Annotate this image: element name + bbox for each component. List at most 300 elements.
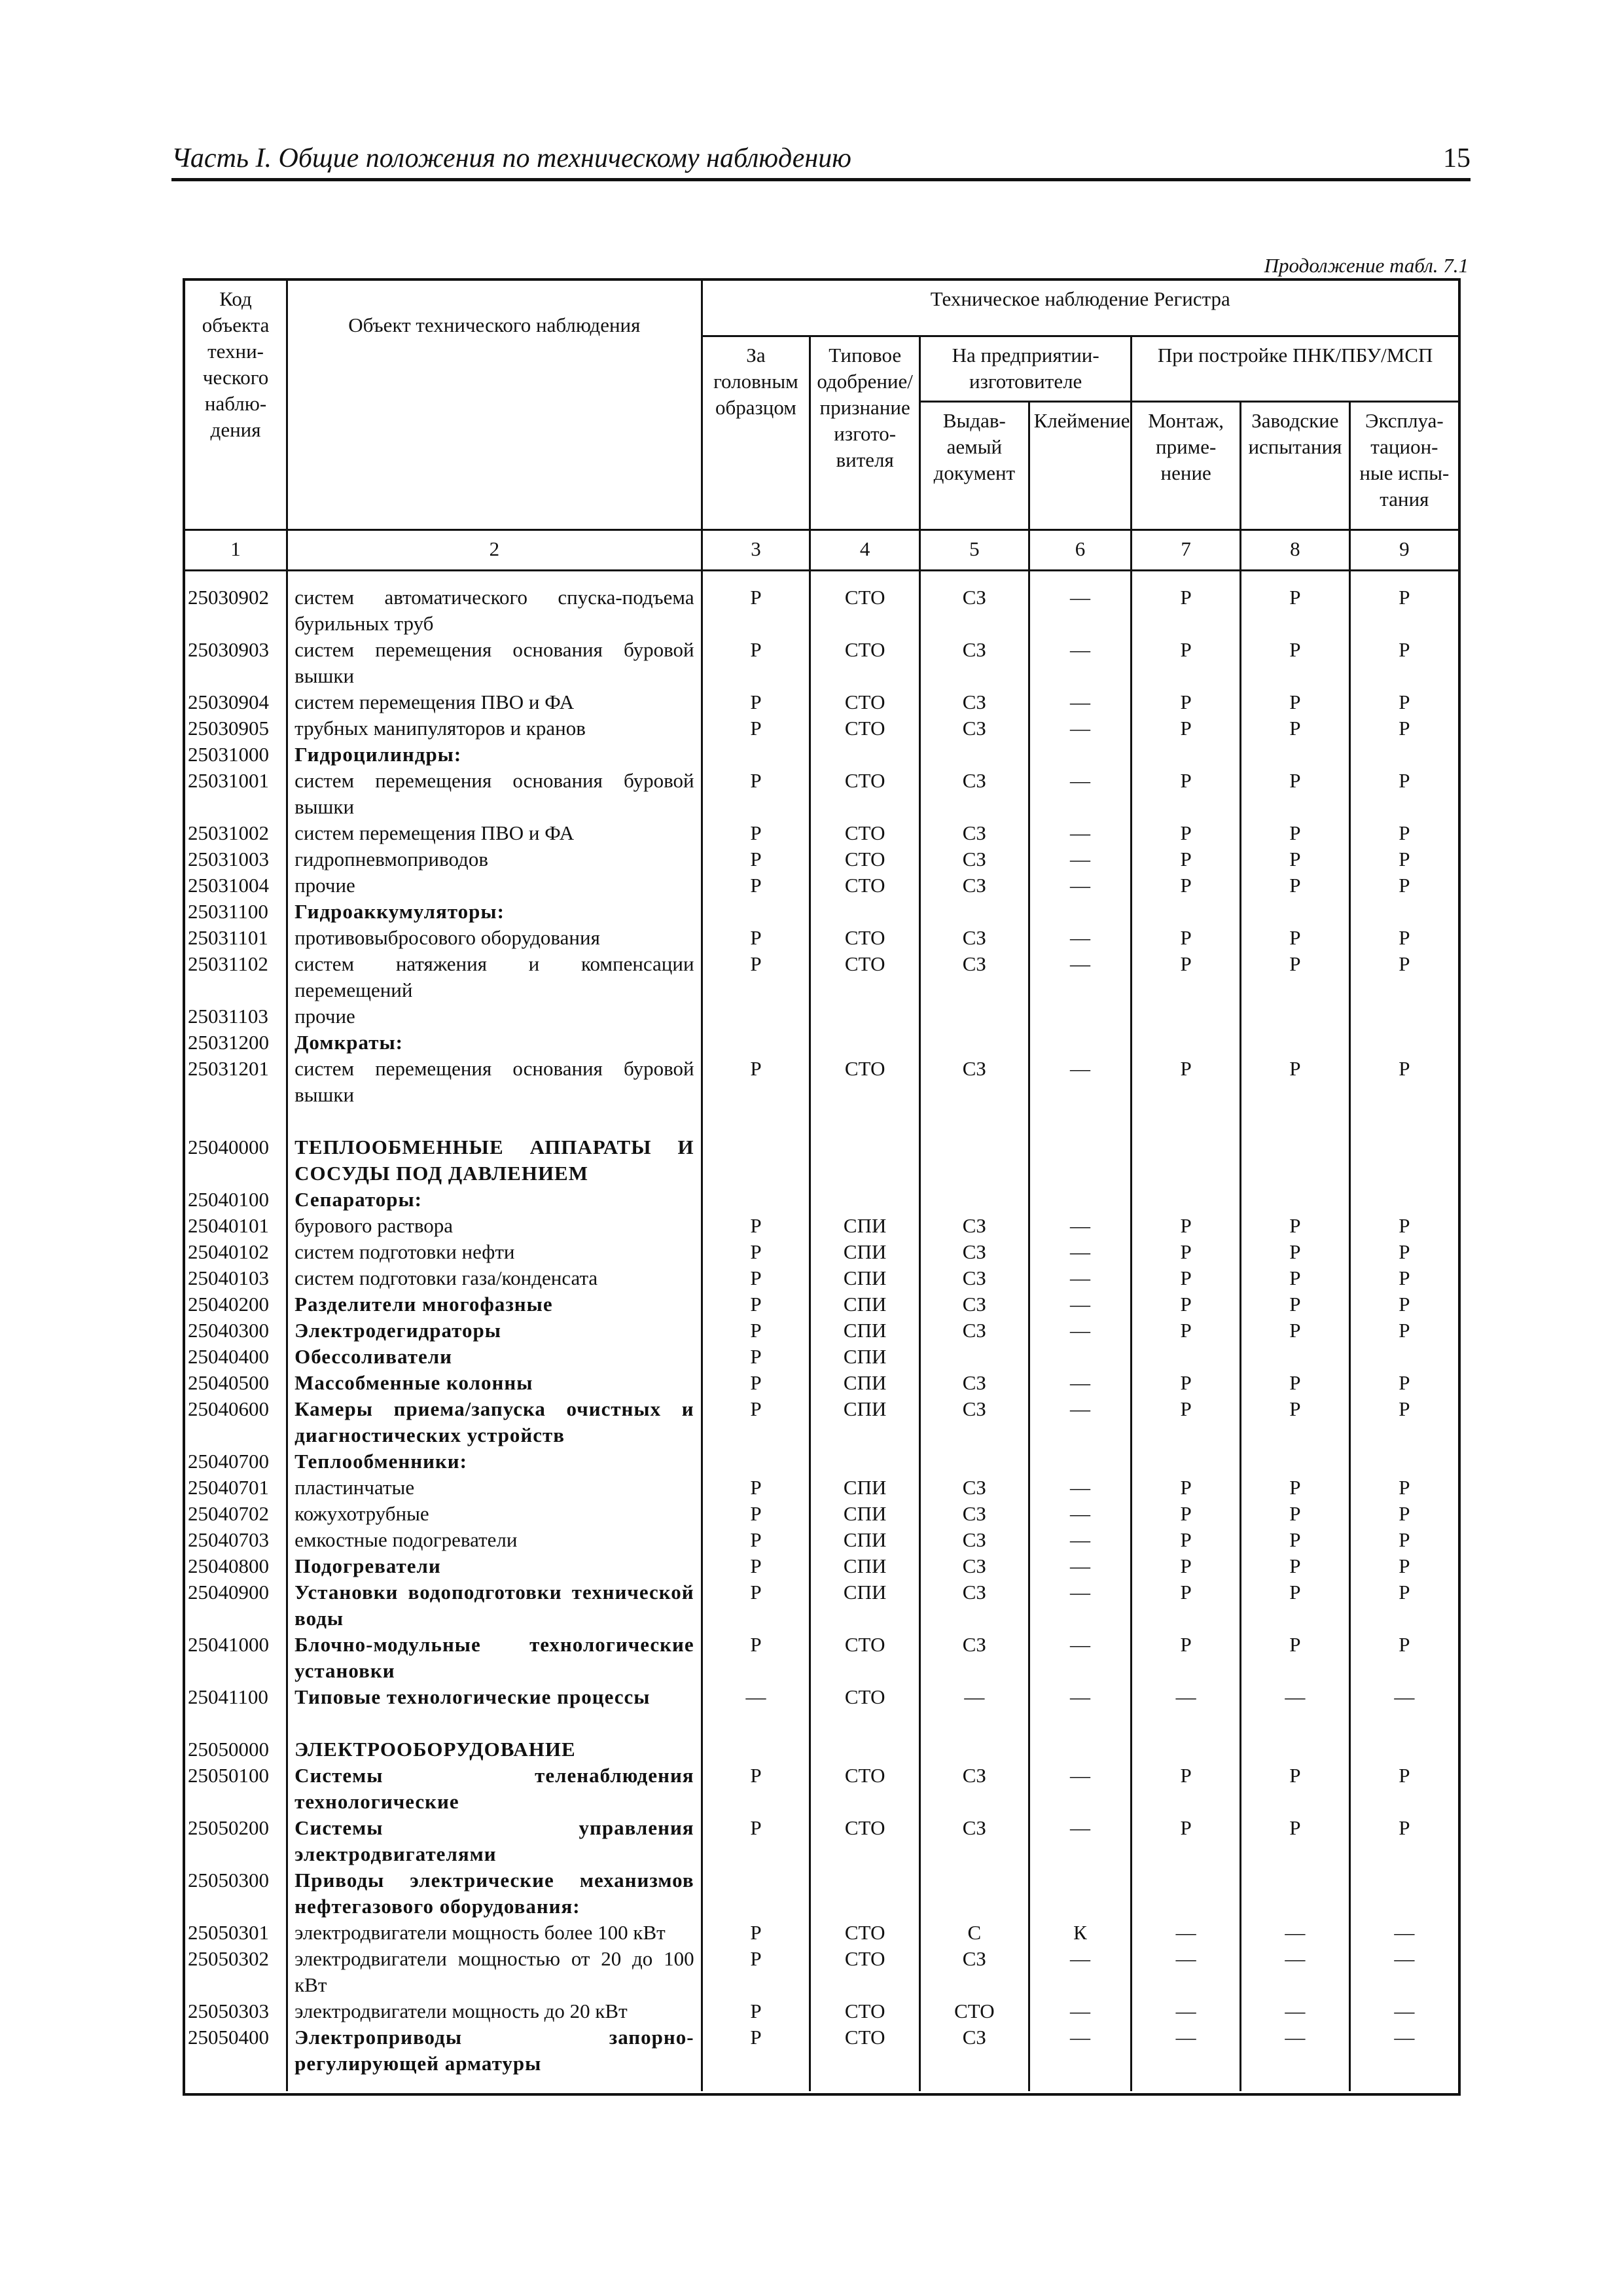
table-row bbox=[185, 1684, 1458, 1710]
cell-col-4: СТО bbox=[810, 1920, 920, 1946]
cell-col-8: Р bbox=[1241, 1763, 1350, 1815]
cell-col-3: Р bbox=[702, 1946, 810, 1998]
cell-col-6 bbox=[1029, 1867, 1132, 1920]
cell-col-4 bbox=[810, 1187, 920, 1213]
object-name: электродвигатели мощностью от 20 до 100 кВт bbox=[287, 1946, 702, 1998]
cell-col-6: — bbox=[1029, 1632, 1132, 1684]
cell-col-5: СЗ bbox=[920, 1501, 1029, 1527]
object-code: 25040703 bbox=[188, 1528, 269, 1551]
object-code: 25031003 bbox=[188, 848, 269, 870]
cell-col-4 bbox=[810, 1030, 920, 1056]
table-row bbox=[185, 742, 1458, 768]
table-row bbox=[185, 637, 1458, 689]
object-code: 25031102 bbox=[188, 952, 268, 975]
cell-col-3: Р bbox=[702, 1318, 810, 1344]
cell-col-5: СЗ bbox=[920, 1579, 1029, 1632]
col-number: 4 bbox=[810, 529, 920, 570]
cell-col-3: Р bbox=[702, 584, 810, 637]
cell-col-7 bbox=[1132, 899, 1241, 925]
cell-col-4: СПИ bbox=[810, 1527, 920, 1553]
cell-col-3: Р bbox=[702, 1213, 810, 1239]
cell-col-4: СПИ bbox=[810, 1579, 920, 1632]
cell-col-3: Р bbox=[702, 1920, 810, 1946]
object-name: Блочно-модульные технологические установки bbox=[287, 1632, 702, 1684]
cell-col-7 bbox=[1132, 1736, 1241, 1763]
cell-col-8: — bbox=[1241, 1920, 1350, 1946]
cell-col-3: Р bbox=[702, 768, 810, 820]
cell-col-8 bbox=[1241, 1030, 1350, 1056]
cell-col-8 bbox=[1241, 899, 1350, 925]
cell-col-5: СЗ bbox=[920, 768, 1029, 820]
cell-col-8: Р bbox=[1241, 1291, 1350, 1318]
cell-col-9: Р bbox=[1349, 1632, 1458, 1684]
cell-col-9: Р bbox=[1349, 1370, 1458, 1396]
cell-col-5: СЗ bbox=[920, 1527, 1029, 1553]
column-numbers bbox=[185, 529, 1458, 570]
cell-col-4: СТО bbox=[810, 1684, 920, 1710]
cell-col-3: Р bbox=[702, 637, 810, 689]
table-row bbox=[185, 1553, 1458, 1579]
cell-col-4: СТО bbox=[810, 1815, 920, 1867]
object-code: 25050301 bbox=[188, 1921, 269, 1944]
object-code: 25050302 bbox=[188, 1947, 269, 1970]
cell-col-3 bbox=[702, 1003, 810, 1030]
col-number: 5 bbox=[920, 529, 1029, 570]
cell-col-8: — bbox=[1241, 1998, 1350, 2024]
col-5-header: Выдав-аемый документ bbox=[920, 401, 1029, 529]
table-row bbox=[185, 1867, 1458, 1920]
cell-col-8: Р bbox=[1241, 1056, 1350, 1108]
cell-col-7: Р bbox=[1132, 637, 1241, 689]
cell-col-7 bbox=[1132, 1134, 1241, 1187]
table-row bbox=[185, 872, 1458, 899]
cell-col-7 bbox=[1132, 1344, 1241, 1370]
construction-header: При постройке ПНК/ПБУ/МСП bbox=[1132, 336, 1458, 401]
cell-col-4: СТО bbox=[810, 2024, 920, 2077]
object-code: 25031101 bbox=[188, 926, 268, 949]
cell-col-7: Р bbox=[1132, 715, 1241, 742]
cell-col-9: Р bbox=[1349, 1763, 1458, 1815]
cell-col-9: — bbox=[1349, 1920, 1458, 1946]
section-gap bbox=[185, 1108, 1458, 1134]
object-code: 25031201 bbox=[188, 1057, 269, 1080]
cell-col-6: К bbox=[1029, 1920, 1132, 1946]
object-name: Теплообменники: bbox=[287, 1448, 702, 1475]
object-code: 25040200 bbox=[188, 1293, 269, 1316]
cell-col-3 bbox=[702, 1134, 810, 1187]
table-row bbox=[185, 1475, 1458, 1501]
cell-col-4: СПИ bbox=[810, 1265, 920, 1291]
table-row bbox=[185, 1501, 1458, 1527]
object-name: гидропневмоприводов bbox=[287, 846, 702, 872]
table-row bbox=[185, 899, 1458, 925]
cell-col-7 bbox=[1132, 1030, 1241, 1056]
col-number: 6 bbox=[1029, 529, 1132, 570]
cell-col-9: Р bbox=[1349, 637, 1458, 689]
cell-col-5: С bbox=[920, 1920, 1029, 1946]
cell-col-7: Р bbox=[1132, 1056, 1241, 1108]
object-name: прочие bbox=[287, 872, 702, 899]
object-name: систем перемещения ПВО и ФА bbox=[287, 689, 702, 715]
cell-col-8: Р bbox=[1241, 872, 1350, 899]
cell-col-4: СТО bbox=[810, 768, 920, 820]
cell-col-3 bbox=[702, 1448, 810, 1475]
cell-col-4: СПИ bbox=[810, 1396, 920, 1448]
table-body bbox=[185, 570, 1458, 2091]
table-row bbox=[185, 1736, 1458, 1763]
cell-col-4: СПИ bbox=[810, 1370, 920, 1396]
cell-col-3: Р bbox=[702, 1291, 810, 1318]
cell-col-6: — bbox=[1029, 1291, 1132, 1318]
cell-col-9 bbox=[1349, 1003, 1458, 1030]
cell-col-5: СЗ bbox=[920, 925, 1029, 951]
cell-col-9: Р bbox=[1349, 1475, 1458, 1501]
cell-col-8: Р bbox=[1241, 689, 1350, 715]
cell-col-8: Р bbox=[1241, 1527, 1350, 1553]
cell-col-4: СПИ bbox=[810, 1318, 920, 1344]
cell-col-9: Р bbox=[1349, 846, 1458, 872]
cell-col-9: Р bbox=[1349, 715, 1458, 742]
cell-col-4 bbox=[810, 1134, 920, 1187]
cell-col-7: Р bbox=[1132, 1318, 1241, 1344]
cell-col-6: — bbox=[1029, 1763, 1132, 1815]
table-row bbox=[185, 1265, 1458, 1291]
table-row bbox=[185, 1134, 1458, 1187]
object-code: 25040702 bbox=[188, 1502, 269, 1525]
cell-col-5: СЗ bbox=[920, 1239, 1029, 1265]
cell-col-8: Р bbox=[1241, 951, 1350, 1003]
cell-col-5: СЗ bbox=[920, 584, 1029, 637]
cell-col-8: — bbox=[1241, 2024, 1350, 2077]
object-code: 25040103 bbox=[188, 1266, 269, 1289]
cell-col-7 bbox=[1132, 1448, 1241, 1475]
cell-col-8: Р bbox=[1241, 768, 1350, 820]
table-row bbox=[185, 820, 1458, 846]
cell-col-8: Р bbox=[1241, 637, 1350, 689]
cell-col-9: Р bbox=[1349, 951, 1458, 1003]
table-row bbox=[185, 1815, 1458, 1867]
cell-col-8 bbox=[1241, 1344, 1350, 1370]
cell-col-3: Р bbox=[702, 820, 810, 846]
cell-col-5: СЗ bbox=[920, 1763, 1029, 1815]
cell-col-9: Р bbox=[1349, 820, 1458, 846]
cell-col-6: — bbox=[1029, 846, 1132, 872]
object-name: Системы управления электродвигателями bbox=[287, 1815, 702, 1867]
object-code: 25050200 bbox=[188, 1816, 269, 1839]
object-code: 25031100 bbox=[188, 900, 268, 923]
cell-col-7: Р bbox=[1132, 1475, 1241, 1501]
cell-col-3: Р bbox=[702, 715, 810, 742]
cell-col-6: — bbox=[1029, 1056, 1132, 1108]
object-code: 25031002 bbox=[188, 821, 269, 844]
cell-col-6: — bbox=[1029, 1946, 1132, 1998]
cell-col-7: Р bbox=[1132, 584, 1241, 637]
cell-col-5: СЗ bbox=[920, 1396, 1029, 1448]
object-code: 25040600 bbox=[188, 1397, 269, 1420]
cell-col-5 bbox=[920, 1030, 1029, 1056]
cell-col-6: — bbox=[1029, 1265, 1132, 1291]
cell-col-6: — bbox=[1029, 1501, 1132, 1527]
cell-col-3: Р bbox=[702, 1579, 810, 1632]
object-name: систем перемещения основания буровой вышки bbox=[287, 637, 702, 689]
col-3-header: За головным образцом bbox=[702, 336, 810, 529]
cell-col-7 bbox=[1132, 742, 1241, 768]
col-7-header: Монтаж, приме-нение bbox=[1132, 401, 1241, 529]
requirements-table bbox=[185, 281, 1458, 2091]
cell-col-6: — bbox=[1029, 1475, 1132, 1501]
cell-col-6: — bbox=[1029, 820, 1132, 846]
cell-col-8 bbox=[1241, 1448, 1350, 1475]
table-row bbox=[185, 1396, 1458, 1448]
cell-col-4: СПИ bbox=[810, 1239, 920, 1265]
table-row bbox=[185, 715, 1458, 742]
cell-col-5: СЗ bbox=[920, 1213, 1029, 1239]
object-code: 25031004 bbox=[188, 874, 269, 897]
cell-col-6 bbox=[1029, 1736, 1132, 1763]
object-name: систем перемещения ПВО и ФА bbox=[287, 820, 702, 846]
object-name: Системы теленаблюдения технологические bbox=[287, 1763, 702, 1815]
cell-col-3: Р bbox=[702, 1763, 810, 1815]
object-name: Электродегидраторы bbox=[287, 1318, 702, 1344]
cell-col-6: — bbox=[1029, 1370, 1132, 1396]
object-name: Приводы электрические механизмов нефтегазового оборудования: bbox=[287, 1867, 702, 1920]
cell-col-7: — bbox=[1132, 2024, 1241, 2077]
cell-col-7: — bbox=[1132, 1946, 1241, 1998]
cell-col-6: — bbox=[1029, 925, 1132, 951]
cell-col-8: Р bbox=[1241, 1370, 1350, 1396]
cell-col-3: Р bbox=[702, 1998, 810, 2024]
cell-col-9: Р bbox=[1349, 925, 1458, 951]
object-name: трубных манипуляторов и кранов bbox=[287, 715, 702, 742]
cell-col-5: СЗ bbox=[920, 1815, 1029, 1867]
cell-col-8 bbox=[1241, 1134, 1350, 1187]
cell-col-3: Р bbox=[702, 1265, 810, 1291]
cell-col-9: — bbox=[1349, 1998, 1458, 2024]
object-name: систем подготовки нефти bbox=[287, 1239, 702, 1265]
object-code: 25041000 bbox=[188, 1633, 269, 1656]
cell-col-4: СТО bbox=[810, 715, 920, 742]
object-name: электродвигатели мощность до 20 кВт bbox=[287, 1998, 702, 2024]
cell-col-8: Р bbox=[1241, 1501, 1350, 1527]
object-code: 25031001 bbox=[188, 769, 269, 792]
cell-col-6: — bbox=[1029, 1815, 1132, 1867]
cell-col-7: Р bbox=[1132, 820, 1241, 846]
cell-col-8: — bbox=[1241, 1684, 1350, 1710]
table-row bbox=[185, 1187, 1458, 1213]
object-name: кожухотрубные bbox=[287, 1501, 702, 1527]
cell-col-4 bbox=[810, 1003, 920, 1030]
cell-col-4: СТО bbox=[810, 1632, 920, 1684]
object-code: 25030904 bbox=[188, 691, 269, 713]
cell-col-4 bbox=[810, 1736, 920, 1763]
object-name: систем натяжения и компенсации перемещений bbox=[287, 951, 702, 1003]
cell-col-9 bbox=[1349, 1736, 1458, 1763]
cell-col-3: Р bbox=[702, 951, 810, 1003]
running-header-title: Часть I. Общие положения по техническому наблюдению bbox=[171, 143, 851, 173]
cell-col-4: СТО bbox=[810, 1946, 920, 1998]
object-code: 25030905 bbox=[188, 717, 269, 740]
cell-col-9 bbox=[1349, 899, 1458, 925]
cell-col-4 bbox=[810, 899, 920, 925]
cell-col-8: Р bbox=[1241, 1318, 1350, 1344]
cell-col-5: СЗ bbox=[920, 820, 1029, 846]
object-code: 25040100 bbox=[188, 1188, 269, 1211]
table-row bbox=[185, 846, 1458, 872]
cell-col-8: — bbox=[1241, 1946, 1350, 1998]
cell-col-9: Р bbox=[1349, 872, 1458, 899]
cell-col-8 bbox=[1241, 742, 1350, 768]
cell-col-5 bbox=[920, 1448, 1029, 1475]
cell-col-5: СЗ bbox=[920, 637, 1029, 689]
cell-col-5 bbox=[920, 1344, 1029, 1370]
cell-col-7: Р bbox=[1132, 1501, 1241, 1527]
cell-col-9: Р bbox=[1349, 1318, 1458, 1344]
table-row bbox=[185, 689, 1458, 715]
cell-col-7 bbox=[1132, 1187, 1241, 1213]
cell-col-6: — bbox=[1029, 689, 1132, 715]
object-name: прочие bbox=[287, 1003, 702, 1030]
table-row bbox=[185, 1291, 1458, 1318]
cell-col-6: — bbox=[1029, 1998, 1132, 2024]
cell-col-4: СТО bbox=[810, 820, 920, 846]
cell-col-6: — bbox=[1029, 951, 1132, 1003]
page-number: 15 bbox=[1443, 143, 1471, 173]
cell-col-3: Р bbox=[702, 689, 810, 715]
cell-col-8 bbox=[1241, 1003, 1350, 1030]
object-name: бурового раствора bbox=[287, 1213, 702, 1239]
table-caption: Продолжение табл. 7.1 bbox=[1264, 254, 1469, 277]
cell-col-4: СТО bbox=[810, 872, 920, 899]
cell-col-5: — bbox=[920, 1684, 1029, 1710]
cell-col-8: Р bbox=[1241, 1632, 1350, 1684]
cell-col-8: Р bbox=[1241, 584, 1350, 637]
cell-col-4 bbox=[810, 1867, 920, 1920]
cell-col-6 bbox=[1029, 1344, 1132, 1370]
object-name: систем перемещения основания буровой вышки bbox=[287, 1056, 702, 1108]
table-row bbox=[185, 1920, 1458, 1946]
cell-col-3: Р bbox=[702, 1056, 810, 1108]
cell-col-7: Р bbox=[1132, 1213, 1241, 1239]
cell-col-3: Р bbox=[702, 1632, 810, 1684]
col-object-header: Объект технического наблюдения bbox=[287, 281, 702, 529]
cell-col-8 bbox=[1241, 1187, 1350, 1213]
cell-col-9 bbox=[1349, 1030, 1458, 1056]
cell-col-9 bbox=[1349, 1134, 1458, 1187]
object-name: ЭЛЕКТРООБОРУДОВАНИЕ bbox=[287, 1736, 702, 1763]
cell-col-6 bbox=[1029, 1003, 1132, 1030]
cell-col-9: Р bbox=[1349, 1239, 1458, 1265]
cell-col-5: СЗ bbox=[920, 846, 1029, 872]
table-row bbox=[185, 1213, 1458, 1239]
cell-col-7: — bbox=[1132, 1684, 1241, 1710]
cell-col-6 bbox=[1029, 899, 1132, 925]
cell-col-3: Р bbox=[702, 1815, 810, 1867]
object-code: 25031000 bbox=[188, 743, 269, 766]
cell-col-6 bbox=[1029, 1134, 1132, 1187]
cell-col-5 bbox=[920, 742, 1029, 768]
cell-col-3: Р bbox=[702, 1396, 810, 1448]
cell-col-9: — bbox=[1349, 2024, 1458, 2077]
cell-col-9: Р bbox=[1349, 1396, 1458, 1448]
cell-col-5 bbox=[920, 1736, 1029, 1763]
cell-col-4: СПИ bbox=[810, 1475, 920, 1501]
cell-col-3: Р bbox=[702, 1475, 810, 1501]
col-number: 1 bbox=[185, 529, 287, 570]
cell-col-7: Р bbox=[1132, 1763, 1241, 1815]
cell-col-8: Р bbox=[1241, 715, 1350, 742]
table-row bbox=[185, 584, 1458, 637]
cell-col-5 bbox=[920, 899, 1029, 925]
cell-col-5: СЗ bbox=[920, 1475, 1029, 1501]
table-row bbox=[185, 1763, 1458, 1815]
cell-col-5: СЗ bbox=[920, 1265, 1029, 1291]
cell-col-9 bbox=[1349, 1448, 1458, 1475]
object-code: 25050300 bbox=[188, 1869, 269, 1892]
cell-col-4: СТО bbox=[810, 584, 920, 637]
cell-col-6: — bbox=[1029, 1579, 1132, 1632]
cell-col-7: — bbox=[1132, 1920, 1241, 1946]
object-code: 25041100 bbox=[188, 1685, 268, 1708]
cell-col-3 bbox=[702, 742, 810, 768]
cell-col-9: Р bbox=[1349, 1579, 1458, 1632]
cell-col-3: Р bbox=[702, 2024, 810, 2077]
object-name: Домкраты: bbox=[287, 1030, 702, 1056]
object-name: ТЕПЛООБМЕННЫЕ АППАРАТЫ И СОСУДЫ ПОД ДАВЛЕНИЕМ bbox=[287, 1134, 702, 1187]
cell-col-5: СЗ bbox=[920, 2024, 1029, 2077]
table-row bbox=[185, 1370, 1458, 1396]
cell-col-7: Р bbox=[1132, 1527, 1241, 1553]
cell-col-8: Р bbox=[1241, 1265, 1350, 1291]
cell-col-7: Р bbox=[1132, 1239, 1241, 1265]
cell-col-9: Р bbox=[1349, 1815, 1458, 1867]
cell-col-4: СТО bbox=[810, 1056, 920, 1108]
cell-col-3: Р bbox=[702, 1239, 810, 1265]
object-name: Обессоливатели bbox=[287, 1344, 702, 1370]
table-row bbox=[185, 2024, 1458, 2077]
object-name: Установки водоподготовки технической воды bbox=[287, 1579, 702, 1632]
cell-col-3: Р bbox=[702, 925, 810, 951]
cell-col-5: СЗ bbox=[920, 1946, 1029, 1998]
cell-col-3: Р bbox=[702, 1501, 810, 1527]
cell-col-4: СТО bbox=[810, 1763, 920, 1815]
object-code: 25050303 bbox=[188, 2000, 269, 2022]
cell-col-3 bbox=[702, 899, 810, 925]
cell-col-6: — bbox=[1029, 1318, 1132, 1344]
cell-col-7: Р bbox=[1132, 689, 1241, 715]
cell-col-5: СЗ bbox=[920, 1370, 1029, 1396]
cell-col-6 bbox=[1029, 742, 1132, 768]
cell-col-9: Р bbox=[1349, 1553, 1458, 1579]
col-number: 7 bbox=[1132, 529, 1241, 570]
cell-col-3 bbox=[702, 1187, 810, 1213]
cell-col-3: Р bbox=[702, 1344, 810, 1370]
cell-col-3 bbox=[702, 1867, 810, 1920]
cell-col-9: Р bbox=[1349, 689, 1458, 715]
cell-col-3: Р bbox=[702, 1553, 810, 1579]
cell-col-7: Р bbox=[1132, 1553, 1241, 1579]
cell-col-3 bbox=[702, 1030, 810, 1056]
object-code: 25050100 bbox=[188, 1764, 269, 1787]
cell-col-5 bbox=[920, 1134, 1029, 1187]
running-header bbox=[171, 139, 1471, 181]
object-name: Электроприводы запорно-регулирующей арматуры bbox=[287, 2024, 702, 2077]
cell-col-4: СПИ bbox=[810, 1344, 920, 1370]
cell-col-6 bbox=[1029, 1448, 1132, 1475]
cell-col-4: СПИ bbox=[810, 1553, 920, 1579]
table-row bbox=[185, 768, 1458, 820]
cell-col-4: СТО bbox=[810, 846, 920, 872]
cell-col-5: СЗ bbox=[920, 1291, 1029, 1318]
